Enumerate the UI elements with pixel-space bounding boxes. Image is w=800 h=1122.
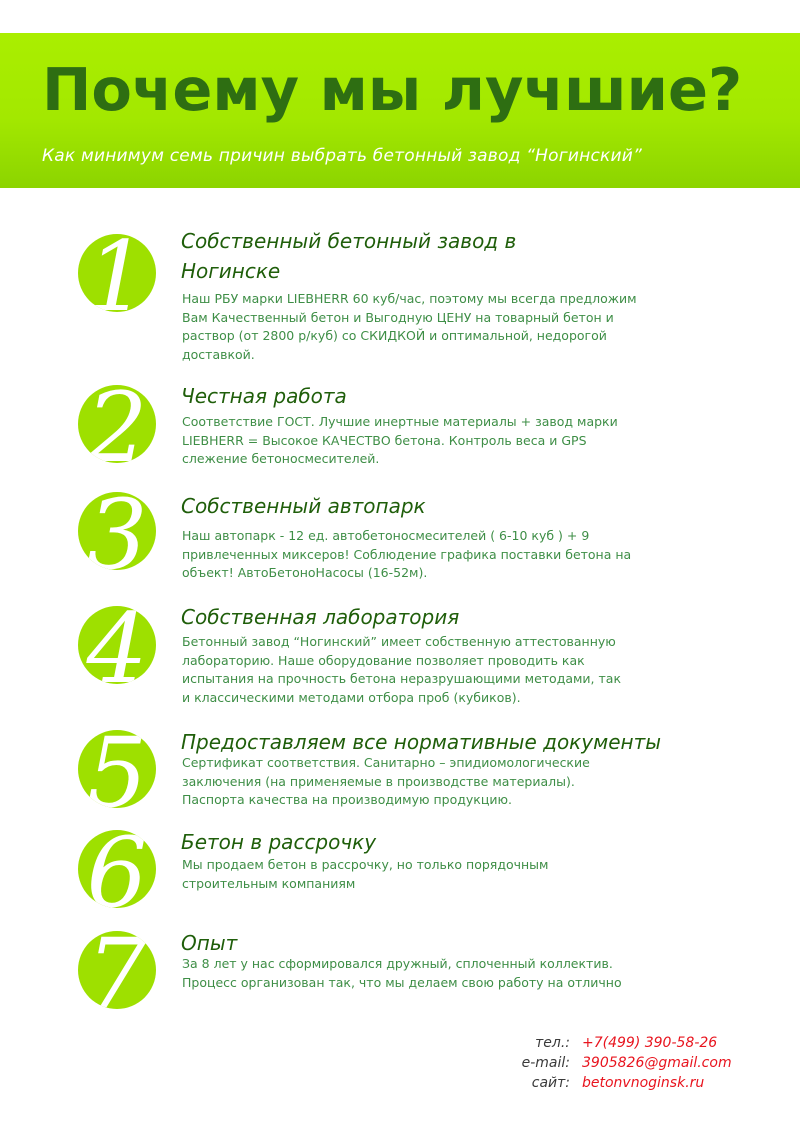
reason-text-line: раствор (от 2800 р/куб) со СКИДКОЙ и оптимальной, недорогой [182,328,607,343]
reason-number: 3 [86,492,148,570]
site-link[interactable]: betonvnoginsk.ru [582,1075,705,1091]
page-subtitle: Как минимум семь причин выбрать бетонный завод “Ногинский” [42,146,642,166]
number-badge [78,234,156,312]
contact-site-row [500,1073,732,1093]
reason-title-line: Собственный автопарк [181,494,426,518]
reason-title [181,928,237,958]
reason-text-line: слежение бетоносмесителей. [182,451,380,466]
reason-text [182,754,652,810]
reason-text-line: Вам Качественный бетон и Выгодную ЦЕНУ на товарный бетон и [182,309,614,325]
reason-text [182,527,652,583]
reason-text-line: объект! АвтоБетоноНасосы (16-52м). [182,565,428,580]
reason-text-line: заключения (на применяемые в производстве материалы). [182,773,575,789]
reason-text [182,955,652,992]
reason-text-line: Бетонный завод “Ногинский” имеет собственную аттестованную [182,634,616,649]
reason-text-line: Соответствие ГОСТ. Лучшие инертные материалы + завод марки [182,414,618,429]
phone-link[interactable]: +7(499) 390-58-26 [582,1035,718,1051]
reason-text-line: Наш автопарк - 12 ед. автобетоносмесителей ( 6-10 куб ) + 9 [182,528,590,543]
reason-title-line: Опыт [181,931,238,955]
reason-text-line: испытания на прочность бетона неразрушающими методами, так [182,671,621,686]
reason-number: 7 [86,931,148,1009]
number-badge [78,606,156,684]
reason-title-line: Ногинске [181,259,281,283]
reason-text [182,413,652,469]
reason-number: 6 [86,830,148,908]
reason-text-line: Процесс организован так, что мы делаем свою работу на отлично [182,974,622,990]
number-badge [78,492,156,570]
contact-block [500,1033,732,1093]
reason-title [181,381,347,411]
reason-title [181,491,426,521]
reason-title [181,226,516,286]
contact-phone-row [500,1033,732,1053]
reason-text-line: лабораторию. Наше оборудование позволяет проводить как [182,652,585,668]
reason-text [182,290,652,364]
reason-number: 2 [86,385,148,463]
reason-text-line: За 8 лет у нас сформировался дружный, сплоченный коллектив. [182,956,613,971]
reason-text-line: Паспорта качества на производимую продукцию. [182,792,512,807]
number-badge [78,830,156,908]
reason-text-line: Мы продаем бетон в рассрочку, но только порядочным [182,857,549,872]
reason-title-line: Бетон в рассрочку [181,830,377,854]
email-label: e-mail: [521,1055,570,1071]
reason-text-line: строительным компаниям [182,875,356,891]
reason-title-line: Предоставляем все нормативные документы [181,730,662,754]
reason-text [182,633,652,707]
number-badge [78,730,156,808]
reason-title [181,827,376,857]
reason-text [182,856,652,893]
phone-label: тел.: [535,1035,570,1051]
page-title: Почему мы лучшие? [42,55,743,124]
reason-title [181,727,661,757]
reason-title-line: Честная работа [181,384,347,408]
reason-title-line: Собственная лаборатория [181,605,460,629]
number-badge [78,385,156,463]
number-badge [78,931,156,1009]
reason-text-line: и классическими методами отбора проб (кубиков). [182,689,521,705]
reason-text-line: доставкой. [182,346,255,362]
reason-number: 5 [86,730,148,808]
reason-text-line: Наш РБУ марки LIEBHERR 60 куб/час, поэтому мы всегда предложим [182,291,637,306]
reason-text-line: привлеченных миксеров! Соблюдение графика поставки бетона на [182,546,632,562]
reason-title [181,602,459,632]
contact-email-row [500,1053,732,1073]
email-link[interactable]: 3905826@gmail.com [582,1055,732,1071]
site-label: сайт: [531,1075,570,1091]
reason-number: 4 [86,606,148,684]
reason-text-line: Сертификат соответствия. Санитарно – эпидиомологические [182,755,590,770]
reason-text-line: LIEBHERR = Высокое КАЧЕСТВО бетона. Контроль веса и GPS [182,432,587,448]
reason-title-line: Собственный бетонный завод в [181,229,517,253]
reason-number: 1 [86,234,148,312]
